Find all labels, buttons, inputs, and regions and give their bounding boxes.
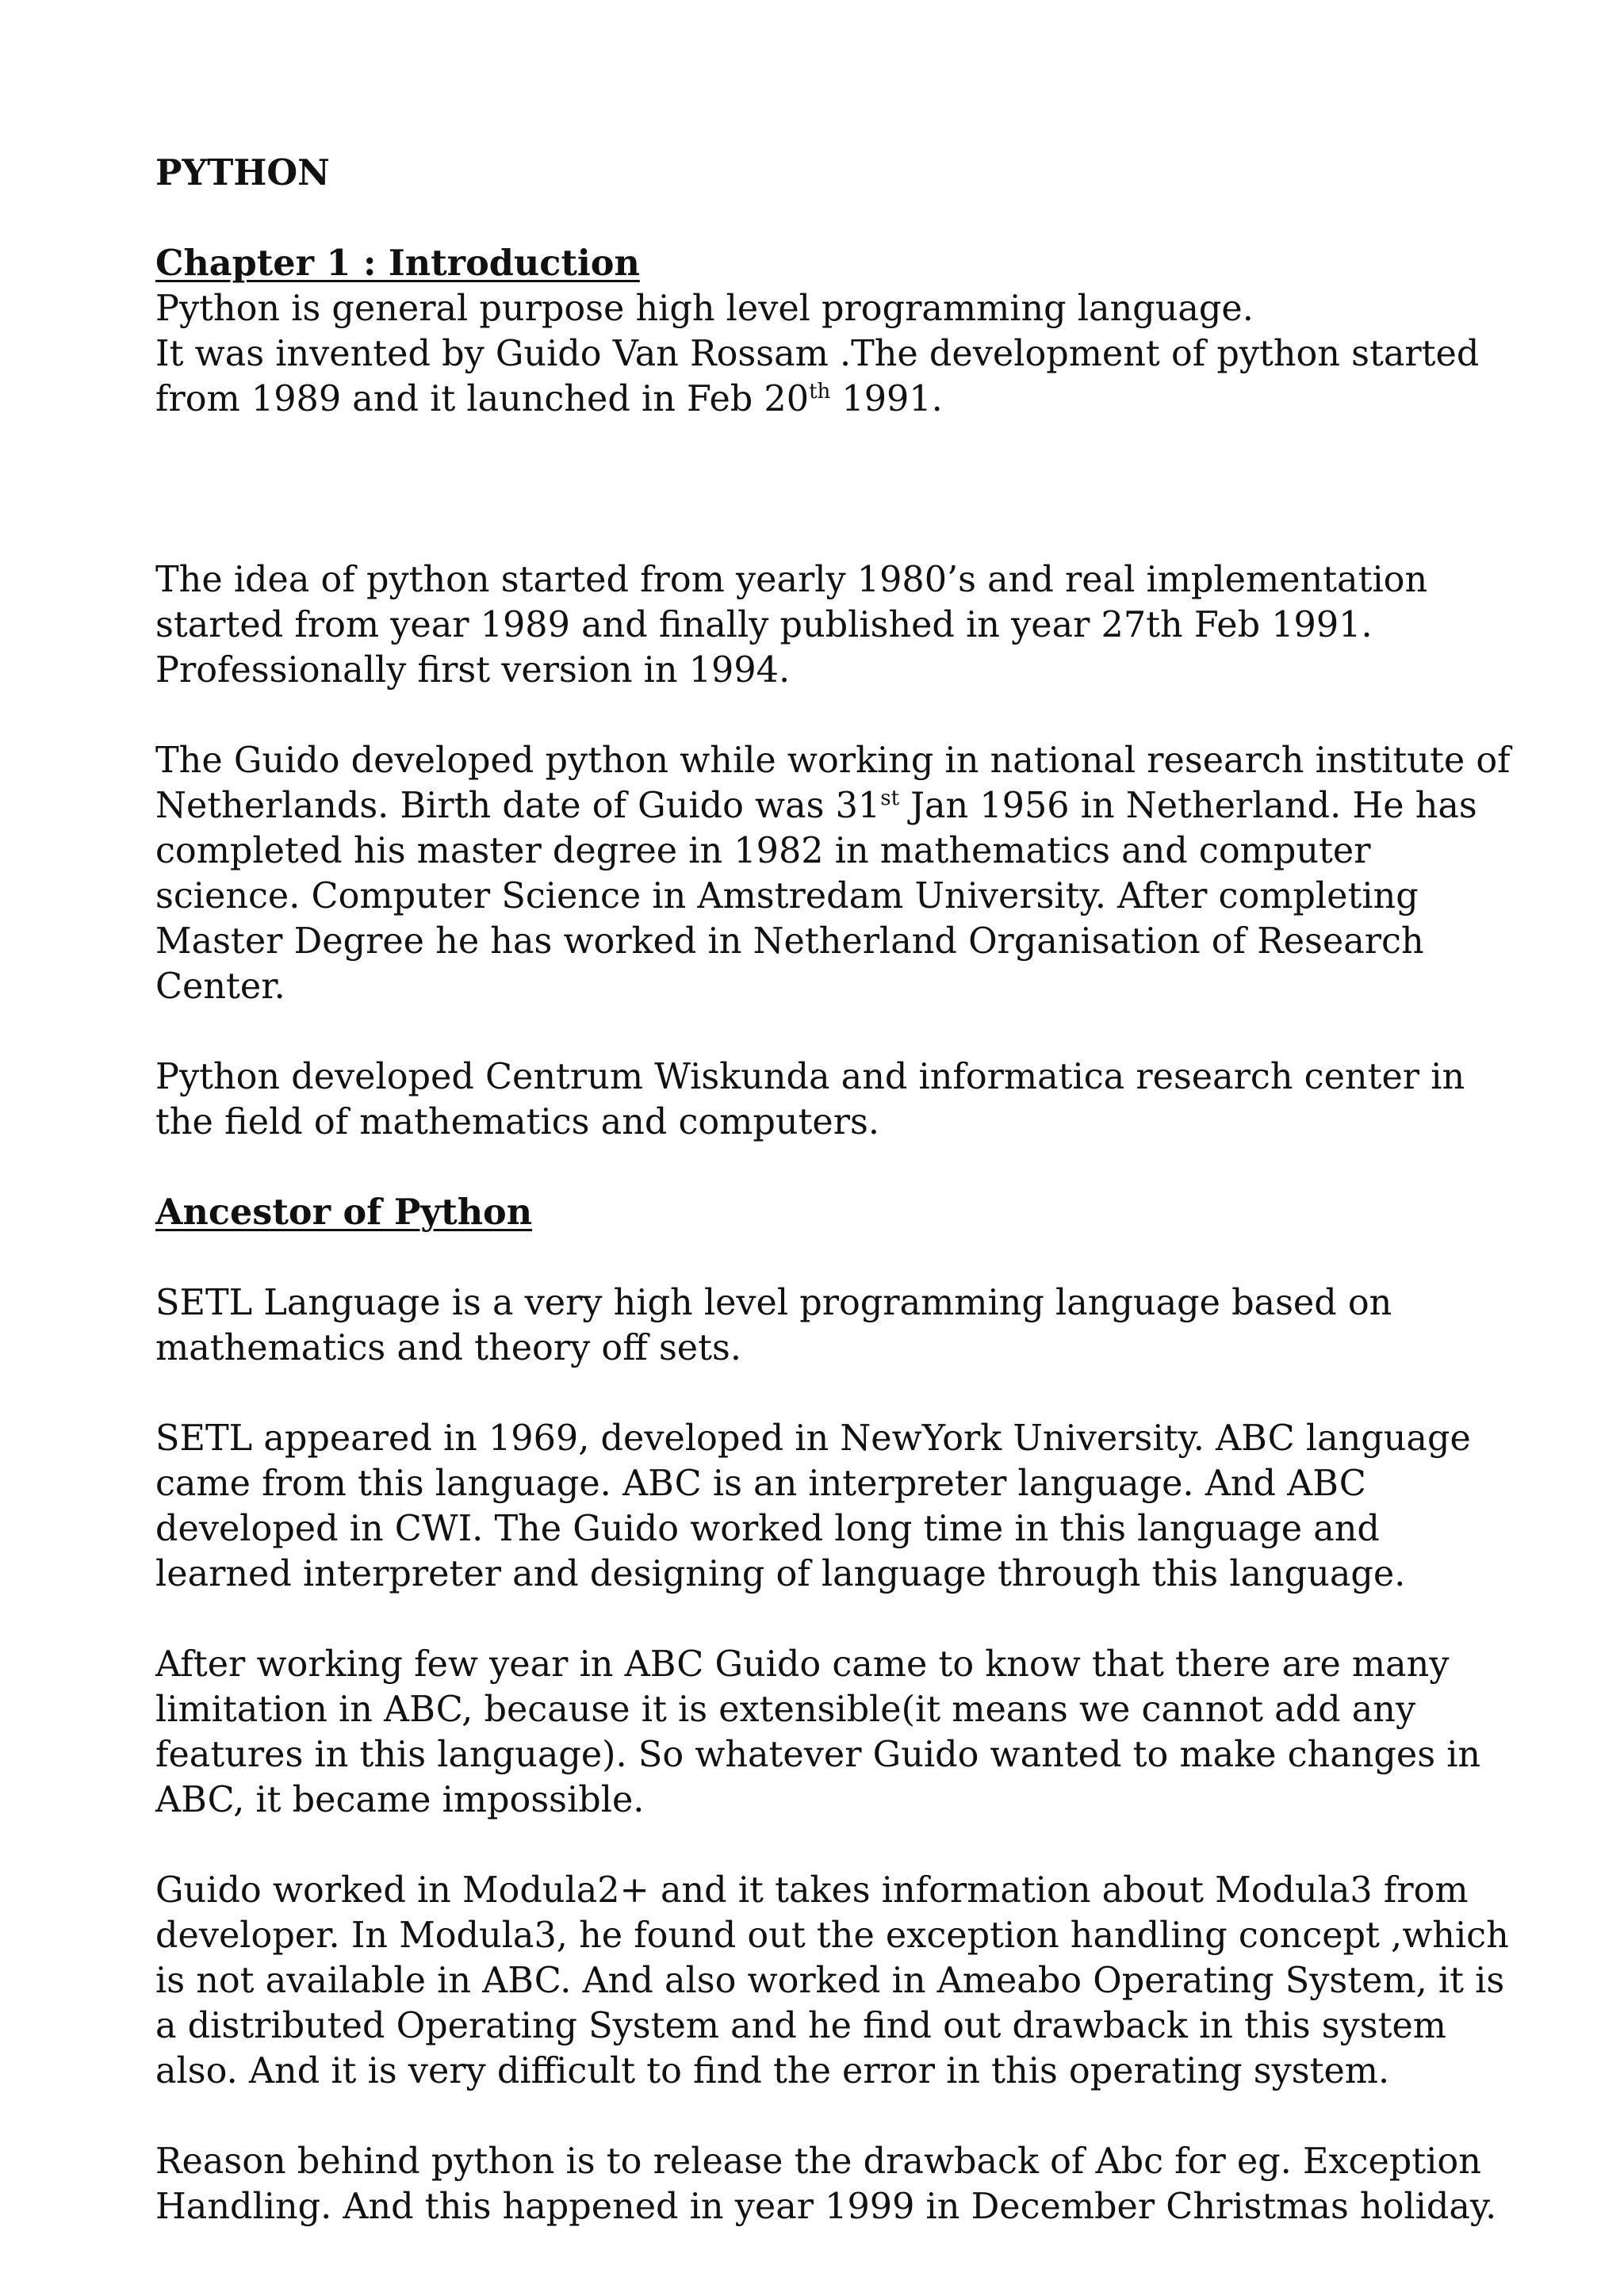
intro-line-2-end: 1991. — [830, 379, 943, 419]
guido-ordinal-suffix: st — [880, 786, 900, 811]
paragraph-guido — [155, 738, 1519, 1009]
paragraph-centrum: Python developed Centrum Wiskunda and informatica research center in the field of mathematics and computers. — [155, 1057, 1465, 1142]
paragraph-idea: The idea of python started from yearly 1980’s and real implementation started from year 1989 and finally published in year 27th Feb 1991. Professionally first version in 1994. — [155, 560, 1428, 691]
intro-ordinal-suffix: th — [809, 380, 831, 404]
paragraph-setl-history: SETL appeared in 1969, developed in NewYork University. ABC language came from this language. ABC is an interpreter language. And ABC developed in CWI. The Guido worked long time in this language and learned interpreter and designing of language through this language. — [155, 1418, 1471, 1594]
intro-line-1: Python is general purpose high level programming language. — [155, 289, 1254, 329]
ancestor-heading: Ancestor of Python — [155, 1192, 533, 1233]
document-title: PYTHON — [155, 152, 330, 193]
paragraph-abc-limitations: After working few year in ABC Guido came to know that there are many limitation in ABC, because it is extensible(it means we cannot add any features in this language). So whatever Guido wanted to make changes in ABC, it became impossible. — [155, 1644, 1481, 1820]
paragraph-setl: SETL Language is a very high level programming language based on mathematics and theory off sets. — [155, 1283, 1392, 1368]
paragraph-guido-rest: Jan 1956 in Netherland. He has completed his master degree in 1982 in mathematics and computer science. Computer Science in Amstredam University. After completing Master Degree he has worked in Netherland Organisation of Research Center. — [155, 786, 1477, 1007]
intro-line-2-text: It was invented by Guido Van Rossam .The development of python started from 1989 and it launched in Feb 20 — [155, 334, 1480, 419]
chapter-heading: Chapter 1 : Introduction — [155, 243, 640, 284]
paragraph-guido-text: The Guido developed python while working in national research institute of Netherlands. Birth date of Guido was 31 — [155, 740, 1511, 826]
paragraph-modula: Guido worked in Modula2+ and it takes information about Modula3 from developer. In Modula3, he found out the exception handling concept ,which is not available in ABC. And also worked in Ameabo Operating System, it is a distributed Operating System and he find out drawback in this system also. And it is very difficult to find the error in this operating system. — [155, 1870, 1509, 2091]
intro-line-2 — [155, 331, 1519, 422]
paragraph-reason: Reason behind python is to release the drawback of Abc for eg. Exception Handling. And this happened in year 1999 in December Christmas holiday. — [155, 2141, 1497, 2227]
document-page — [155, 151, 1519, 2229]
